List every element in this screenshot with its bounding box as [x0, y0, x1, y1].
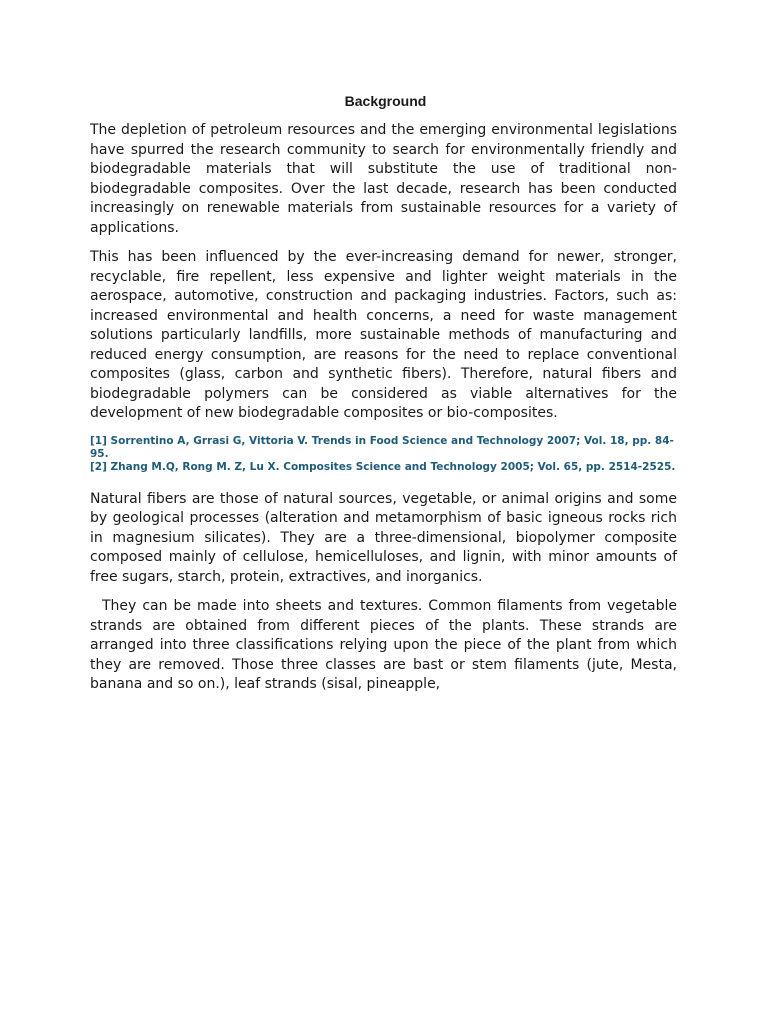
paragraph-natural-fibers: Natural fibers are those of natural sources, vegetable, or animal origins and some by geological processes (alteration and metamorphism of basic igneous rocks rich in magnesium silicates). They are a three-dimensional, biopolymer composite composed mainly of cellulose, hemicelluloses, and lignin, with minor amounts of free sugars, starch, protein, extractives, and inorganics.	[90, 490, 677, 585]
reference-item: [1] Sorrentino A, Grrasi G, Vittoria V. Trends in Food Science and Technology 2007; Vol. 18, pp. 84-95.	[90, 434, 674, 460]
page-title: Background	[344, 93, 427, 109]
paragraph-filaments: They can be made into sheets and textures. Common filaments from vegetable strands are obtained from different pieces of the plants. These strands are arranged into three classifications relying upon the piece of the plant from which they are removed. Those three classes are bast or stem filaments (jute, Mesta, banana and so on.), leaf strands (sisal, pineapple,	[90, 598, 677, 692]
paragraph-intro: The depletion of petroleum resources and the emerging environmental legislations have spurred the research community to search for environmentally friendly and biodegradable materials that will substitute the use of traditional non-biodegradable composites. Over the last decade, research has been conducted increasingly on renewable materials from sustainable resources for a variety of applications.	[90, 122, 677, 236]
paragraph-influence: This has been influenced by the ever-increasing demand for newer, stronger, recyclable, fire repellent, less expensive and lighter weight materials in the aerospace, automotive, construction and packaging industries. Factors, such as: increased environmental and health concerns, a need for waste management solutions particularly landfills, more sustainable methods of manufacturing and reduced energy consumption, are reasons for the need to replace conventional composites (glass, carbon and synthetic fibers). Therefore, natural fibers and biodegradable polymers can be considered as viable alternatives for the development of new biodegradable composites or bio-composites.	[90, 249, 677, 421]
reference-item: [2] Zhang M.Q, Rong M. Z, Lu X. Composites Science and Technology 2005; Vol. 65, pp. 2514-2525.	[90, 460, 676, 473]
document-page	[90, 91, 677, 705]
reference-list	[90, 435, 677, 474]
